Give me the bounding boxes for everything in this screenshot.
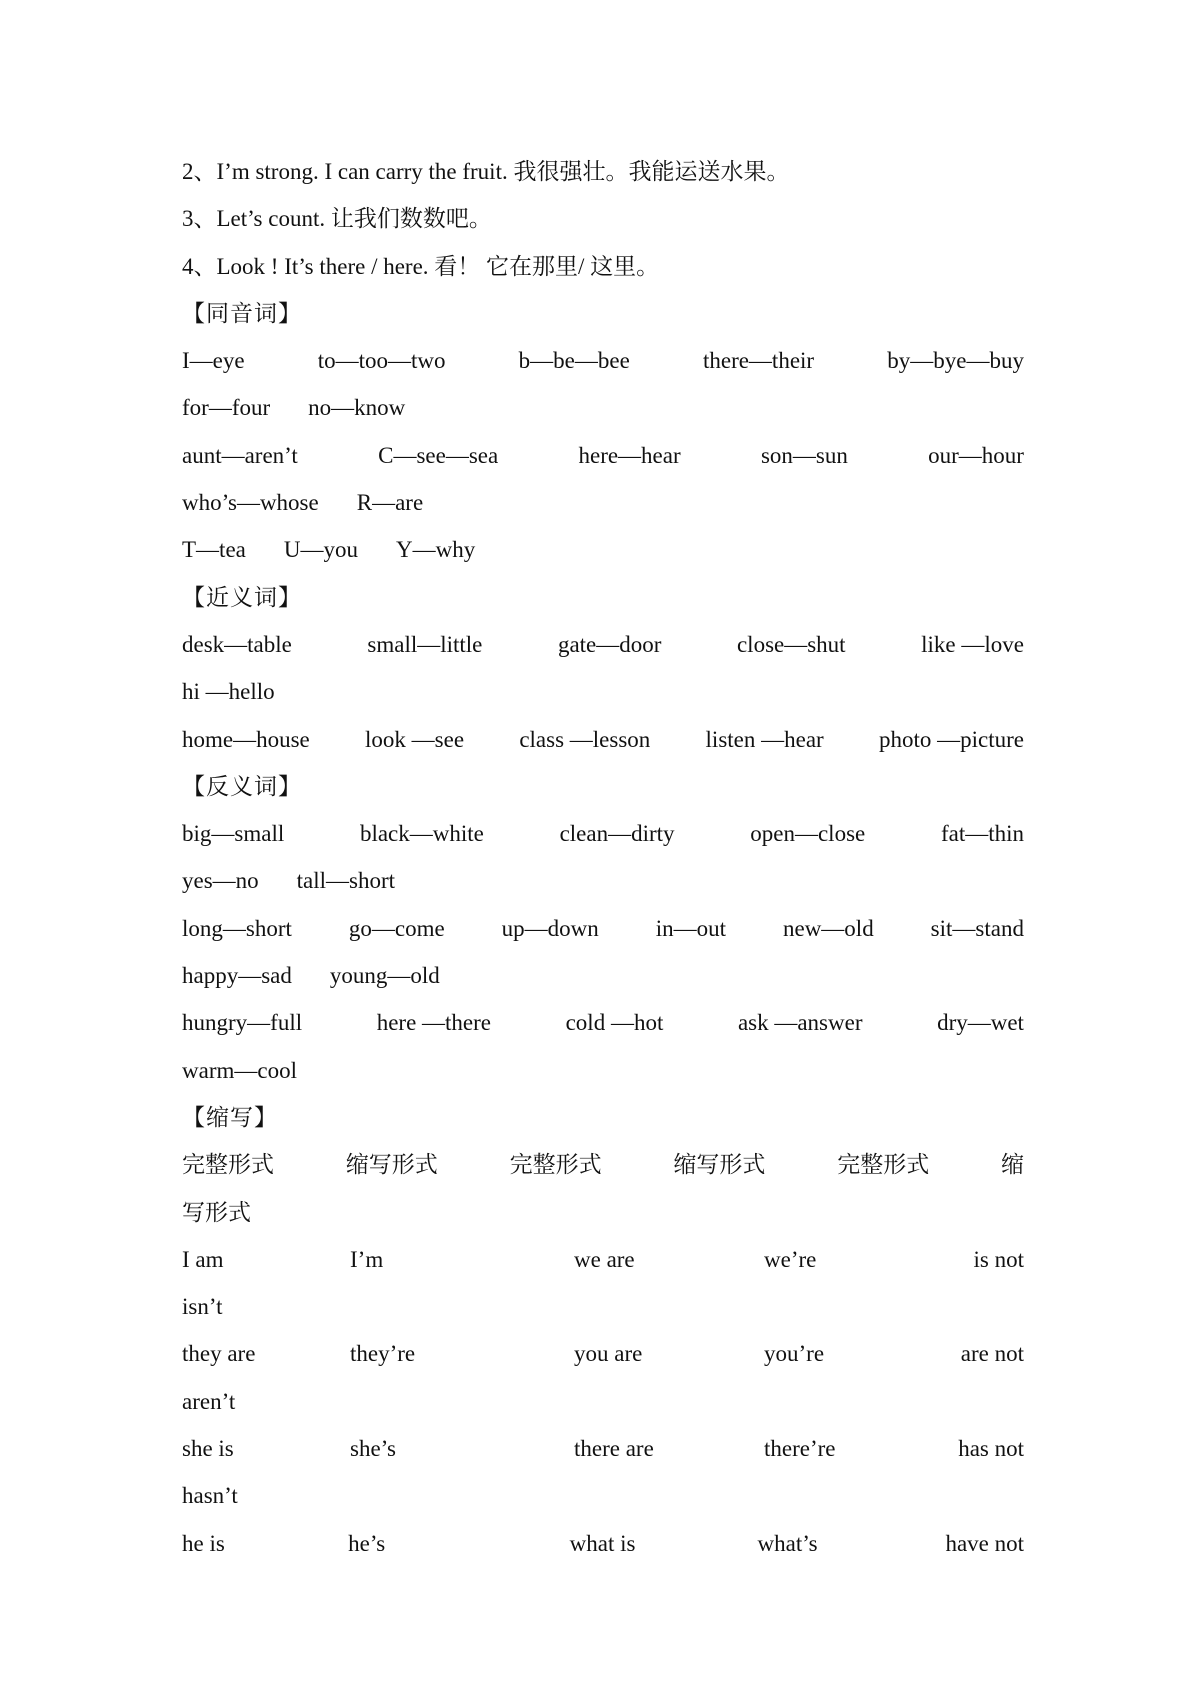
word-pair: T—tea bbox=[182, 537, 246, 563]
form-header-row bbox=[182, 1141, 1024, 1188]
word-pair: new—old bbox=[782, 915, 874, 941]
word-pair-row bbox=[182, 337, 1024, 384]
form-header: 缩 bbox=[1000, 1152, 1024, 1178]
form-header: 缩写形式 bbox=[345, 1152, 438, 1178]
full-form: are not bbox=[960, 1341, 1024, 1367]
sentence-line: 2、I’m strong. I can carry the fruit. 我很强壮。我能运送水果。 bbox=[182, 159, 790, 184]
word-pair: small—little bbox=[367, 631, 483, 657]
word-pair-row bbox=[182, 621, 1024, 668]
word-pair: b—be—bee bbox=[518, 348, 630, 374]
word-pair: class —lesson bbox=[519, 726, 651, 752]
word-pair-row bbox=[182, 810, 1024, 857]
word-pair: happy—sad bbox=[182, 963, 292, 989]
word-pair: desk—table bbox=[182, 631, 292, 657]
full-form: you are bbox=[574, 1341, 643, 1367]
word-pair-row bbox=[182, 999, 1024, 1046]
word-pair: there—their bbox=[702, 348, 815, 374]
short-form: you’re bbox=[764, 1341, 825, 1367]
word-pair: up—down bbox=[501, 915, 599, 941]
word-pair: R—are bbox=[356, 490, 424, 516]
word-pair: fat—thin bbox=[940, 821, 1024, 847]
word-pair: tall—short bbox=[296, 868, 396, 894]
form-header: 缩写形式 bbox=[673, 1152, 766, 1178]
word-pair: young—old bbox=[329, 963, 440, 989]
word-pair: long—short bbox=[182, 915, 292, 941]
word-pair: close—shut bbox=[736, 631, 846, 657]
word-pair-row bbox=[182, 526, 1024, 573]
word-pair: to—too—two bbox=[317, 348, 446, 374]
word-pair: aunt—aren’t bbox=[182, 442, 298, 468]
full-form: has not bbox=[958, 1436, 1024, 1462]
full-form: I am bbox=[182, 1246, 224, 1272]
word-pair: cold —hot bbox=[565, 1010, 664, 1036]
short-form: I’m bbox=[350, 1246, 384, 1272]
word-pair: black—white bbox=[359, 821, 484, 847]
form-header: 完整形式 bbox=[837, 1152, 930, 1178]
short-form: we’re bbox=[764, 1246, 817, 1272]
word-pair-row bbox=[182, 905, 1024, 952]
short-form-wrap: hasn’t bbox=[182, 1483, 238, 1509]
form-header: 完整形式 bbox=[509, 1152, 602, 1178]
word-pair: gate—door bbox=[557, 631, 662, 657]
contraction-row bbox=[182, 1330, 1024, 1377]
word-pair: open—close bbox=[750, 821, 866, 847]
section-heading-contractions: 【缩写】 bbox=[182, 1104, 278, 1130]
document-page bbox=[182, 148, 1024, 1567]
word-pair-row bbox=[182, 479, 1024, 526]
contraction-row bbox=[182, 1520, 1024, 1567]
section-heading-antonyms: 【反义词】 bbox=[182, 773, 302, 799]
short-form: they’re bbox=[350, 1341, 416, 1367]
full-form: what is bbox=[569, 1530, 636, 1556]
word-pair: go—come bbox=[348, 915, 445, 941]
word-pair: our—hour bbox=[928, 442, 1024, 468]
word-pair: by—bye—buy bbox=[887, 348, 1024, 374]
word-pair-row bbox=[182, 432, 1024, 479]
full-form: she is bbox=[182, 1436, 234, 1462]
word-pair: who’s—whose bbox=[182, 490, 319, 516]
section-heading-homophones: 【同音词】 bbox=[182, 300, 302, 326]
full-form: he is bbox=[182, 1530, 225, 1556]
word-pair: dry—wet bbox=[937, 1010, 1024, 1036]
word-pair: photo —picture bbox=[878, 726, 1024, 752]
word-pair: U—you bbox=[283, 537, 358, 563]
word-pair: for—four bbox=[182, 395, 271, 421]
full-form: have not bbox=[945, 1530, 1024, 1556]
word-pair: warm—cool bbox=[182, 1057, 297, 1083]
word-pair: in—out bbox=[655, 915, 727, 941]
word-pair: here—hear bbox=[578, 442, 681, 468]
short-form-wrap: isn’t bbox=[182, 1294, 223, 1320]
short-form: there’re bbox=[764, 1436, 836, 1462]
word-pair: like —love bbox=[921, 631, 1024, 657]
form-header-wrap: 写形式 bbox=[182, 1199, 251, 1225]
word-pair: no—know bbox=[308, 395, 406, 421]
word-pair-row bbox=[182, 952, 1024, 999]
word-pair-row bbox=[182, 857, 1024, 904]
word-pair-row bbox=[182, 1047, 1024, 1094]
word-pair: I—eye bbox=[182, 348, 245, 374]
full-form: they are bbox=[182, 1341, 256, 1367]
word-pair: son—sun bbox=[760, 442, 848, 468]
section-heading-synonyms: 【近义词】 bbox=[182, 584, 302, 610]
word-pair: clean—dirty bbox=[559, 821, 675, 847]
contraction-row bbox=[182, 1425, 1024, 1472]
word-pair-row bbox=[182, 384, 1024, 431]
word-pair: hungry—full bbox=[182, 1010, 303, 1036]
word-pair: listen —hear bbox=[705, 726, 824, 752]
word-pair: home—house bbox=[182, 726, 310, 752]
word-pair: look —see bbox=[365, 726, 465, 752]
contraction-row bbox=[182, 1236, 1024, 1283]
short-form: what’s bbox=[757, 1530, 818, 1556]
word-pair: C—see—sea bbox=[378, 442, 499, 468]
short-form: he’s bbox=[348, 1530, 386, 1556]
word-pair: big—small bbox=[182, 821, 285, 847]
word-pair: hi —hello bbox=[182, 679, 275, 705]
short-form: she’s bbox=[350, 1436, 396, 1462]
word-pair: yes—no bbox=[182, 868, 259, 894]
word-pair-row bbox=[182, 668, 1024, 715]
sentence-line: 3、Let’s count. 让我们数数吧。 bbox=[182, 206, 492, 232]
word-pair-row bbox=[182, 716, 1024, 763]
full-form: we are bbox=[574, 1246, 635, 1272]
form-header: 完整形式 bbox=[182, 1152, 274, 1178]
full-form: there are bbox=[574, 1436, 654, 1462]
short-form-wrap: aren’t bbox=[182, 1388, 236, 1414]
word-pair: here —there bbox=[376, 1010, 491, 1036]
full-form: is not bbox=[973, 1246, 1024, 1272]
word-pair: sit—stand bbox=[930, 915, 1024, 941]
word-pair: Y—why bbox=[395, 537, 476, 563]
sentence-line: 4、Look ! It’s there / here. 看！ 它在那里/ 这里。 bbox=[182, 253, 660, 279]
word-pair: ask —answer bbox=[737, 1010, 863, 1036]
